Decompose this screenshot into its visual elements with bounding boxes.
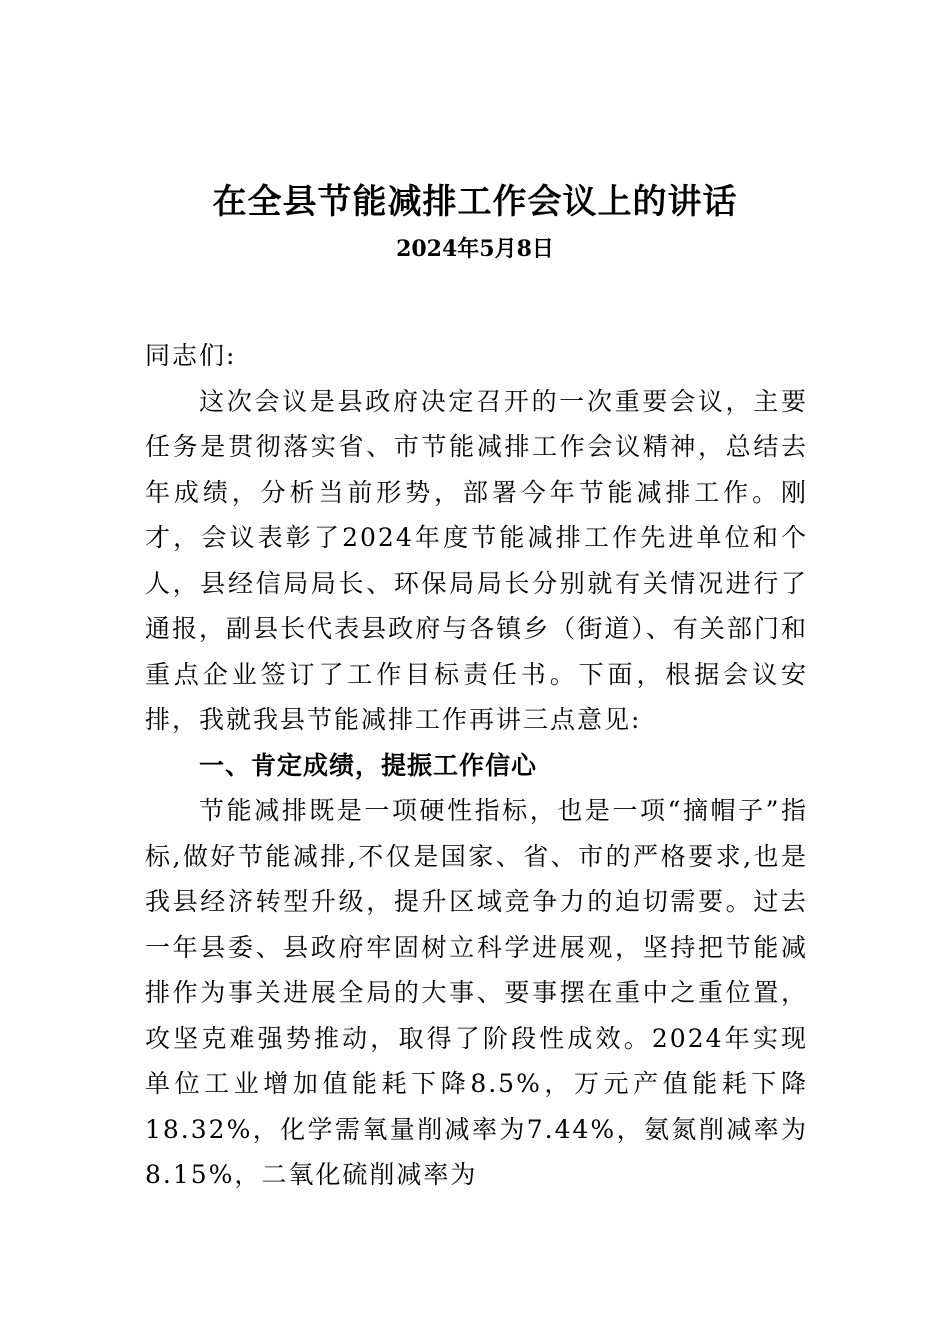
paragraph-intro: 这次会议是县政府决定召开的一次重要会议，主要任务是贯彻落实省、市节能减排工作会议精神，总结去年成绩，分析当前形势，部署今年节能减排工作。刚才，会议表彰了2024年度节能减排工作先进单位和个人，县经信局局长、环保局局长分别就有关情况进行了通报，副县长代表县政府与各镇乡（街道）、有关部门和重点企业签订了工作目标责任书。下面，根据会议安排，我就我县节能减排工作再讲三点意见:: [145, 386, 808, 734]
salutation: 同志们:: [145, 341, 237, 370]
paragraph-achievements: 节能减排既是一项硬性指标，也是一项“摘帽子”指标,做好节能减排,不仅是国家、省、市的严格要求,也是我县经济转型升级，提升区域竞争力的迫切需要。过去一年县委、县政府牢固树立科学进展观，坚持把节能减排作为事关进展全局的大事、要事摆在重中之重位置，攻坚克难强势推动，取得了阶段性成效。2024年实现单位工业增加值能耗下降8.5%，万元产值能耗下降18.32%，化学需氧量削减率为7.44%，氨氮削减率为8.15%，二氧化硫削减率为: [145, 796, 808, 1189]
section-heading: 一、肯定成绩，提振工作信心: [199, 750, 538, 780]
document-title: 在全县节能减排工作会议上的讲话: [212, 182, 738, 222]
document-date: 2024年5月8日: [396, 236, 554, 262]
document-body: [145, 333, 808, 1198]
